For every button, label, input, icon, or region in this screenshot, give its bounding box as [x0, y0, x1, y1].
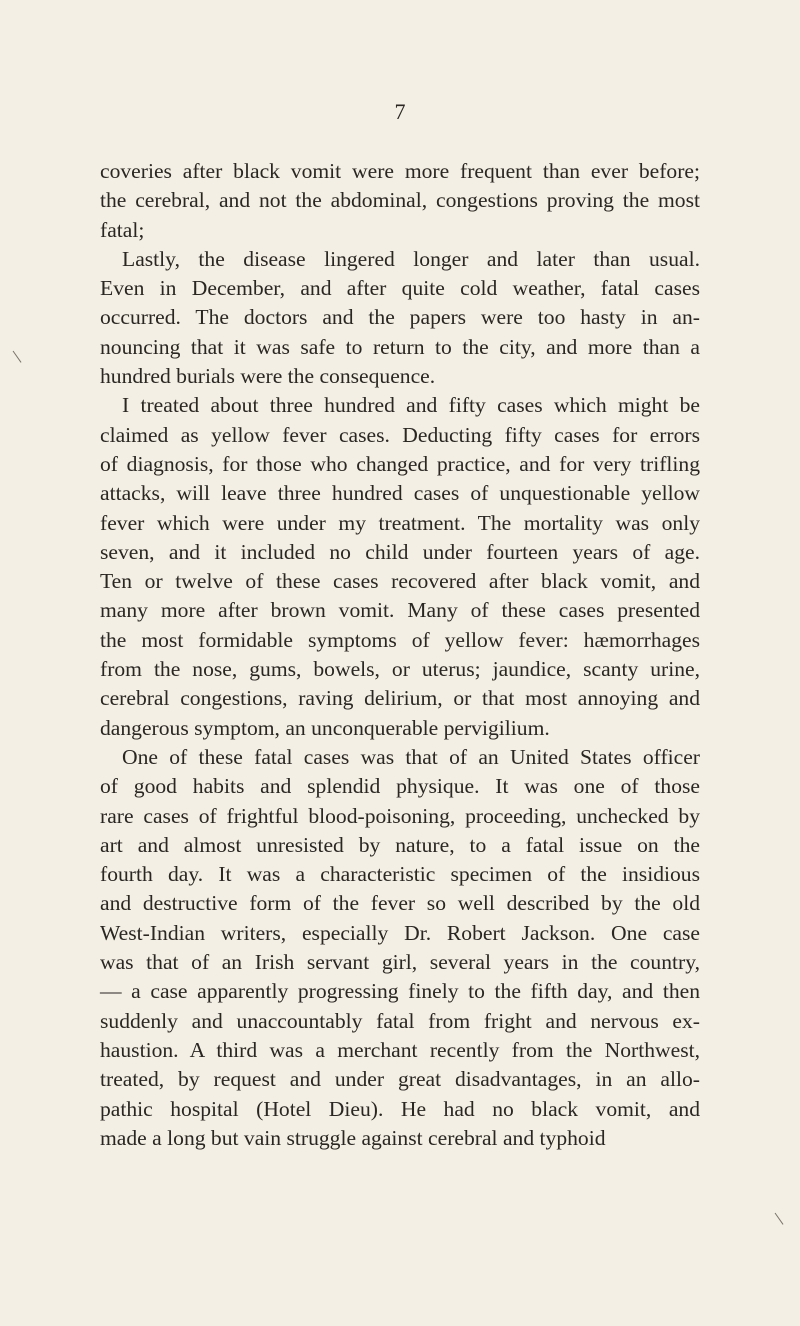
- text-line: fever which were under my treatment. The mortality was only: [100, 510, 700, 535]
- text-line: claimed as yellow fever cases. Deducting fifty cases for errors: [100, 422, 700, 447]
- text-line: coveries after black vomit were more frequent than ever before;: [100, 159, 700, 183]
- text-line: seven, and it included no child under fourteen years of age.: [100, 539, 700, 564]
- text-line: hundred burials were the consequence.: [100, 364, 436, 389]
- text-line: dangerous symptom, an unconquerable pervigilium.: [100, 715, 550, 740]
- text-line: from the nose, gums, bowels, or uterus; jaundice, scanty urine,: [100, 657, 700, 682]
- text-line: the most formidable symptoms of yellow fever: hæmorrhages: [100, 627, 700, 652]
- text-line: and destructive form of the fever so well described by the old: [100, 891, 700, 916]
- page-number: 7: [394, 99, 406, 124]
- text-line: made a long but vain struggle against cerebral and typhoid: [100, 1125, 606, 1150]
- text-line: many more after brown vomit. Many of these cases presented: [100, 598, 700, 623]
- text-line: Lastly, the disease lingered longer and later than usual.: [122, 246, 700, 271]
- paragraph: [100, 245, 700, 391]
- text-line: suddenly and unaccountably fatal from fright and nervous ex-: [100, 1008, 700, 1033]
- margin-mark-left: [13, 347, 27, 362]
- text-line: attacks, will leave three hundred cases of unquestionable yellow: [100, 481, 700, 506]
- text-line: of diagnosis, for those who changed practice, and for very trifling: [100, 451, 700, 476]
- text-line: of good habits and splendid physique. It was one of those: [100, 774, 700, 799]
- text-line: Ten or twelve of these cases recovered after black vomit, and: [100, 569, 700, 594]
- text-line: haustion. A third was a merchant recently from the Northwest,: [100, 1037, 700, 1062]
- text-line: was that of an Irish servant girl, several years in the country,: [100, 950, 700, 975]
- text-line: occurred. The doctors and the papers were too hasty in an-: [100, 305, 700, 330]
- paragraph: [100, 391, 700, 743]
- text-line: One of these fatal cases was that of an United States officer: [122, 744, 700, 769]
- paragraph: [100, 157, 700, 245]
- text-line: fatal;: [100, 217, 145, 242]
- text-line: art and almost unresisted by nature, to a fatal issue on the: [100, 832, 700, 857]
- text-line: fourth day. It was a characteristic specimen of the insidious: [100, 862, 700, 887]
- text-line: I treated about three hundred and fifty cases which might be: [122, 393, 700, 418]
- margin-mark-right: [775, 1209, 789, 1224]
- text-line: Even in December, and after quite cold weather, fatal cases: [100, 276, 700, 301]
- text-line: West-Indian writers, especially Dr. Robert Jackson. One case: [100, 920, 700, 945]
- text-line: cerebral congestions, raving delirium, or that most annoying and: [100, 686, 700, 711]
- paragraph: [100, 743, 700, 1153]
- text-line: nouncing that it was safe to return to the city, and more than a: [100, 334, 700, 359]
- text-line: the cerebral, and not the abdominal, congestions proving the most: [100, 188, 700, 213]
- text-line: pathic hospital (Hotel Dieu). He had no black vomit, and: [100, 1096, 700, 1121]
- page-body-text: [100, 157, 700, 1153]
- text-line: rare cases of frightful blood-poisoning, proceeding, unchecked by: [100, 803, 700, 828]
- text-line: — a case apparently progressing finely to the fifth day, and then: [100, 979, 700, 1004]
- text-line: treated, by request and under great disadvantages, in an allo-: [100, 1067, 700, 1092]
